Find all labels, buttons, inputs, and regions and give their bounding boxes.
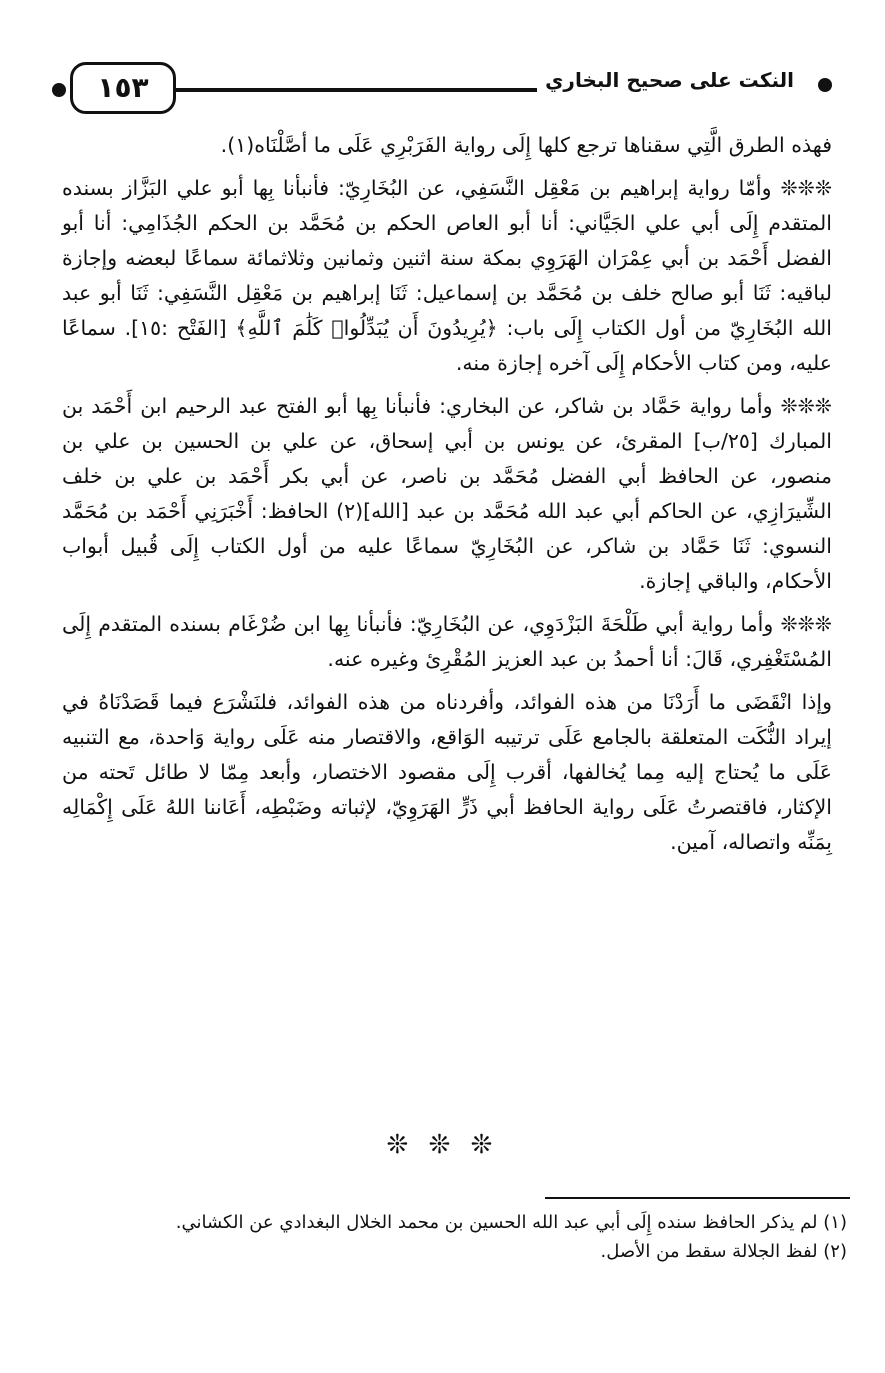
page-header: [52, 60, 832, 112]
section-separator: ❊ ❊ ❊: [386, 1130, 499, 1160]
paragraph-marker: ❊❊❊: [780, 394, 832, 418]
footnote-1: (١) لم يذكر الحافظ سنده إِلَى أبي عبد الله الحسين بن محمد الخلال البغدادي عن الكشاني.: [175, 1212, 847, 1233]
paragraph-4: ❊❊❊ وأما رواية أبي طَلْحَةَ البَزْدَوِي، عن البُخَارِيّ: فأنبأنا بِها ابن ضُرْغَام بسنده المتقدم إِلَى المُسْتَغْفِري، قَالَ: أنا أحمدُ بن عبد العزيز المُقْرِئ وغيره عنه.: [62, 612, 832, 671]
paragraph-3: ❊❊❊ وأما رواية حَمَّاد بن شاكر، عن البخاري: فأنبأنا بِها أبو الفتح عبد الرحيم ابن أَحْمَد بن المبارك [٢٥/ب] المقرئ، عن يونس بن أبي إسحاق، عن علي بن الحسين بن علي بن منصور، عن الحافظ أبي الفضل مُحَمَّد بن ناصر، عن أبي بكر أَحْمَد بن علي بن خلف الشِّيرَازِي، عن الحاكم أبي عبد الله مُحَمَّد بن عبد [الله](٢) الحافظ: أَخْبَرَنِي أَحْمَد بن مُحَمَّد النسوي: ثَنَا حَمَّاد بن شاكر، عن البُخَارِيّ سماعًا عليه من أول الكتاب إِلَى قُبيل أبواب الأحكام، والباقي إجازة.: [62, 394, 832, 593]
paragraph-2: ❊❊❊ وأمّا رواية إبراهيم بن مَعْقِل النَّسَفِي، عن البُخَارِيّ: فأنبأنا بِها أبو علي البَزَّاز بسنده المتقدم إِلَى أبي علي الجَيَّاني: أنا أبو العاص الحكم بن مُحَمَّد بن الحكم الجُذَامِي: أنا أبو الفضل أَحْمَد بن أبي عِمْرَان الهَرَوِي بمكة سنة اثنين وثمانين وثلاثمائة سماعًا لبعضه وإجازة لباقيه: ثَنَا أبو صالح خلف بن مُحَمَّد بن إسماعيل: ثَنَا إبراهيم بن مَعْقِل النَّسَفِي: ثَنَا أبو عبد الله البُخَارِيّ من أول الكتاب إِلَى باب: ﴿يُرِيدُونَ أَن يُبَدِّلُوا۟ كَلَٰمَ ٱللَّهِ﴾ [الفَتْح :١٥]. سماعًا عليه، ومن كتاب الأحكام إِلَى آخره إجازة منه.: [62, 176, 832, 375]
paragraph-5: وإذا انْقَضَى ما أَرَدْنَا من هذه الفوائد، وأفردناه من هذه الفوائد، فلنَشْرَع فيما قَصَدْنَاهُ في إيراد النُّكَت المتعلقة بالجامع عَلَى ترتيبه الوَاقع، والاقتصار منه عَلَى رواية وَاحدة، مع التنبيه عَلَى ما يُحتاج إليه مِما يُخالفها، أقرب إِلَى مقصود الاختصار، وأبعد مِمّا لا طائل تَحته من الإكثار، فاقتصرتُ عَلَى رواية الحافظ أبي ذَرٍّ الهَرَوِيّ، لإثباته وضَبْطِه، أَعَاننا اللهُ عَلَى إِكْمَالِه بِمَنِّه واتصاله، آمين.: [62, 690, 832, 854]
running-title: النكت على صحيح البخاري: [537, 68, 802, 92]
header-dot-right: [818, 78, 832, 92]
footnotes: [62, 1208, 847, 1266]
paragraph-1: فهذه الطرق الَّتِي سقناها ترجع كلها إِلَى رواية الفَرَبْرِي عَلَى ما أصَّلْنَاه(١).: [220, 133, 832, 157]
paragraph-marker: ❊❊❊: [780, 176, 832, 200]
header-dot-left: [52, 83, 66, 97]
page-number: ١٥٣: [70, 62, 176, 114]
main-text: [62, 128, 832, 860]
paragraph-marker: ❊❊❊: [780, 612, 832, 636]
footnote-rule: [545, 1197, 850, 1199]
footnote-2: (٢) لفظ الجلالة سقط من الأصل.: [600, 1241, 847, 1262]
